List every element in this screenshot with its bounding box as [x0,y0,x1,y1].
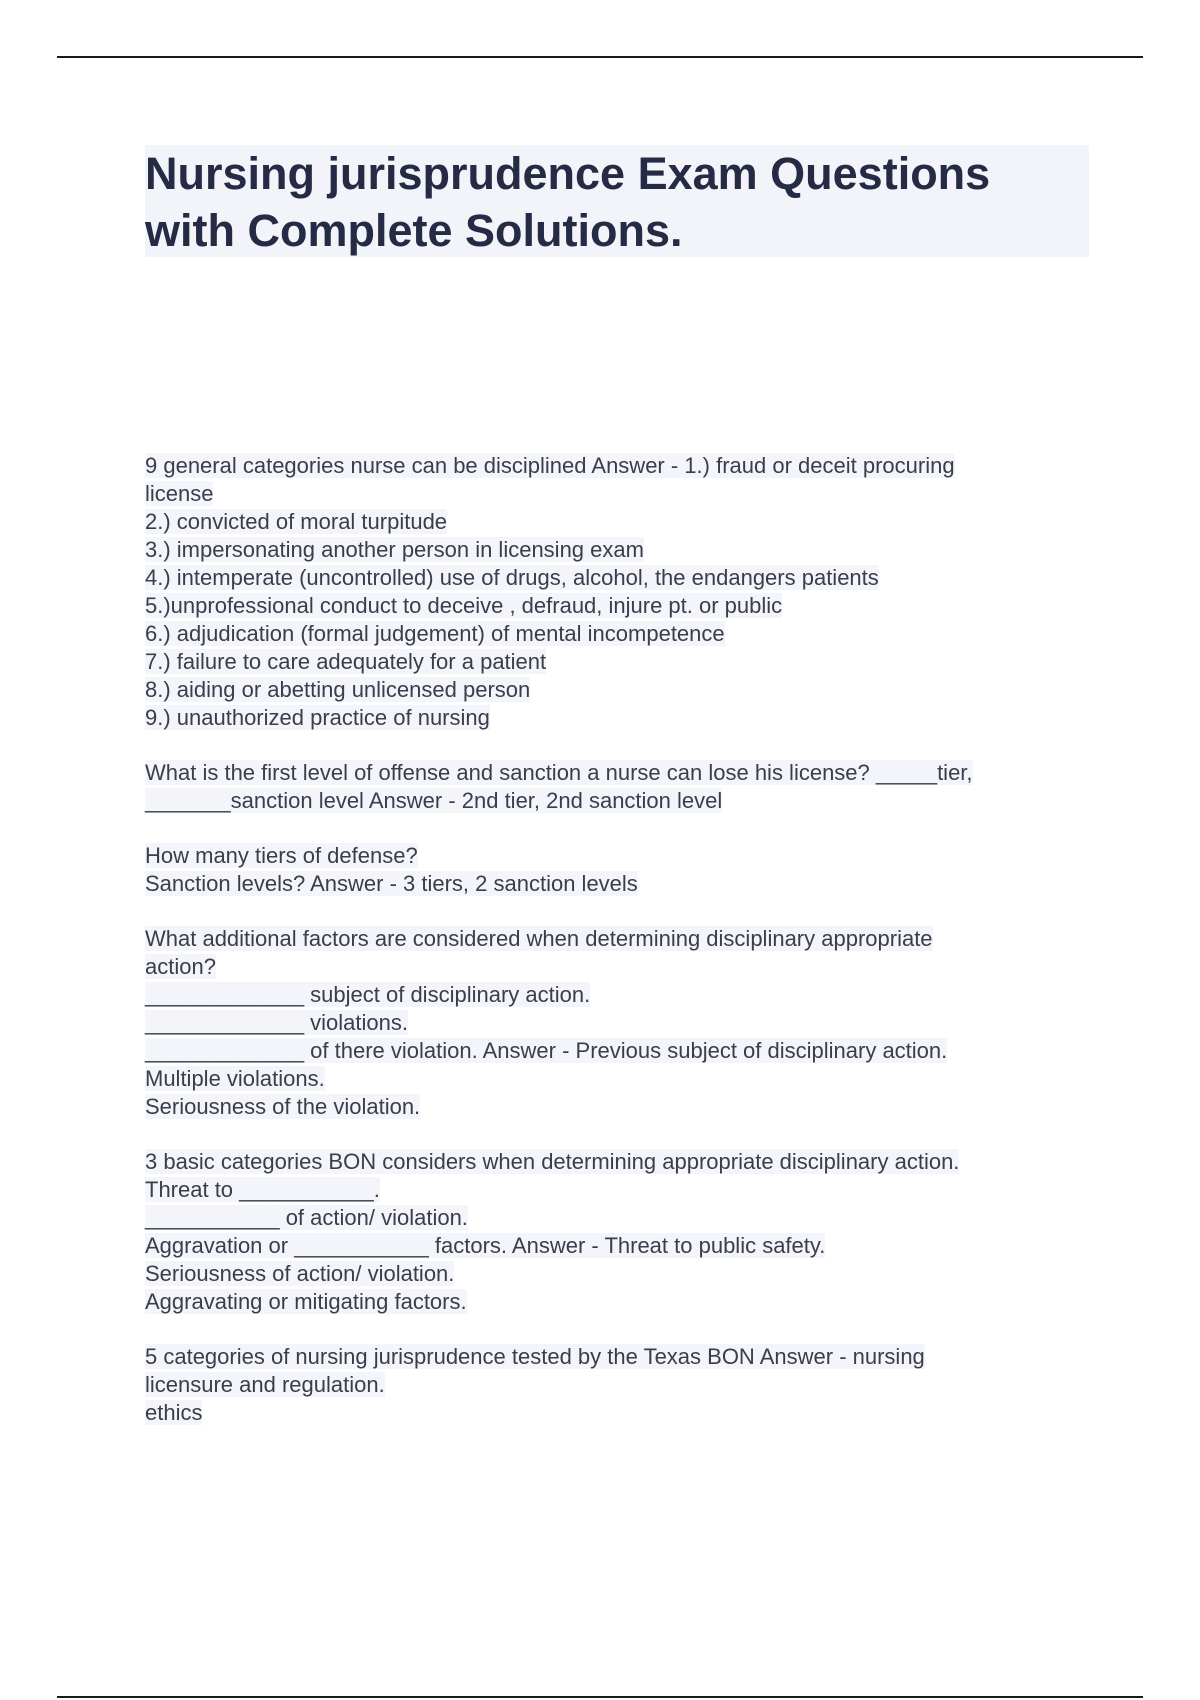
qa-block [145,842,1075,898]
qa-line-text: 7.) failure to care adequately for a patient [145,649,547,674]
qa-line-text: Aggravating or mitigating factors. [145,1289,467,1314]
qa-line-text: Sanction levels? Answer - 3 tiers, 2 sanction levels [145,871,638,896]
qa-line-text: 9.) unauthorized practice of nursing [145,705,490,730]
qa-block [145,452,1075,732]
qa-line [145,592,1075,620]
qa-line [145,620,1075,648]
qa-line-text: What additional factors are considered when determining disciplinary appropriate [145,926,933,951]
qa-line-text: 6.) adjudication (formal judgement) of mental incompetence [145,621,725,646]
qa-line-text: _____________ of there violation. Answer - Previous subject of disciplinary action. [145,1038,948,1063]
qa-line-text: 3 basic categories BON considers when determining appropriate disciplinary action. [145,1149,960,1174]
page-title [145,145,1089,259]
qa-line-text: 3.) impersonating another person in licensing exam [145,537,644,562]
qa-line [145,870,1075,898]
qa-line [145,648,1075,676]
qa-line [145,1204,1075,1232]
qa-line-text: How many tiers of defense? [145,843,418,868]
qa-block [145,925,1075,1121]
qa-line [145,1399,1075,1427]
qa-line [145,480,1075,508]
qa-line-text: 9 general categories nurse can be disciplined Answer - 1.) fraud or deceit procuring [145,453,955,478]
title-line-1: Nursing jurisprudence Exam Questions [145,148,991,199]
qa-line [145,452,1075,480]
qa-line-text: 5 categories of nursing jurisprudence tested by the Texas BON Answer - nursing [145,1344,925,1369]
qa-line [145,842,1075,870]
qa-line [145,1093,1075,1121]
qa-line-text: 8.) aiding or abetting unlicensed person [145,677,531,702]
qa-line-text: Seriousness of action/ violation. [145,1261,455,1286]
qa-line [145,676,1075,704]
qa-block [145,1148,1075,1316]
qa-line [145,1037,1075,1065]
qa-line-text: 4.) intemperate (uncontrolled) use of drugs, alcohol, the endangers patients [145,565,879,590]
qa-line [145,1343,1075,1371]
qa-line-text: Aggravation or ___________ factors. Answer - Threat to public safety. [145,1233,826,1258]
qa-line-text: _____________ subject of disciplinary action. [145,982,591,1007]
qa-line-text: _______sanction level Answer - 2nd tier, 2nd sanction level [145,788,723,813]
title-line-2: with Complete Solutions. [145,205,683,256]
qa-line [145,1232,1075,1260]
qa-line-text: Seriousness of the violation. [145,1094,421,1119]
qa-line [145,1065,1075,1093]
qa-line-text: licensure and regulation. [145,1372,385,1397]
qa-line [145,508,1075,536]
qa-line [145,787,1075,815]
qa-line-text: 2.) convicted of moral turpitude [145,509,448,534]
qa-line [145,704,1075,732]
qa-line-text: _____________ violations. [145,1010,409,1035]
qa-line-text: 5.)unprofessional conduct to deceive , defraud, injure pt. or public [145,593,783,618]
qa-block [145,759,1075,815]
document-body [145,452,1075,1454]
qa-line [145,1288,1075,1316]
qa-line-text: ethics [145,1400,203,1425]
qa-line [145,981,1075,1009]
qa-line [145,1009,1075,1037]
top-rule [57,56,1143,58]
qa-line [145,1260,1075,1288]
qa-line [145,1148,1075,1176]
qa-line [145,1176,1075,1204]
qa-line-text: action? [145,954,216,979]
qa-line [145,953,1075,981]
qa-line [145,1371,1075,1399]
qa-line-text: Multiple violations. [145,1066,325,1091]
bottom-rule [57,1696,1143,1698]
qa-line-text: ___________ of action/ violation. [145,1205,468,1230]
qa-line [145,925,1075,953]
qa-block [145,1343,1075,1427]
qa-line [145,759,1075,787]
qa-line [145,564,1075,592]
qa-line-text: Threat to ___________. [145,1177,380,1202]
qa-line [145,536,1075,564]
qa-line-text: What is the first level of offense and sanction a nurse can lose his license? _____tier, [145,760,973,785]
qa-line-text: license [145,481,214,506]
